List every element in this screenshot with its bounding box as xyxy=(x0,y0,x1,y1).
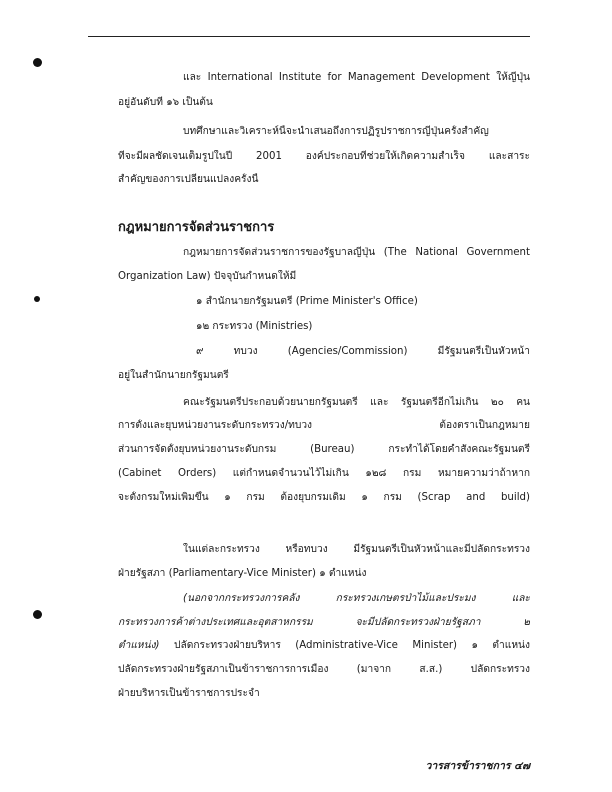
intro-line: และ International Institute for Management Development ให้ญี่ปุ่น xyxy=(183,72,530,83)
note-line: ปลัดกระทรวงฝ่ายรัฐสภาเป็นข้าราชการการเมือง (มาจาก ส.ส.) ปลัดกระทรวง xyxy=(118,664,530,675)
ministry-line: ฝ่ายรัฐสภา (Parliamentary-Vice Minister) ๑ ตำแหน่ง xyxy=(118,568,367,579)
note-line: ฝ่ายบริหารเป็นข้าราชการประจำ xyxy=(118,688,260,699)
page-footer: วารสารข้าราชการ ๔๗ xyxy=(425,760,530,772)
note-segment: ปลัดกระทรวงฝ่ายบริหาร (Administrative-Vice Minister) ๑ ตำแหน่ง xyxy=(159,640,530,651)
law-line: Organization Law) ปัจจุบันกำหนดให้มี xyxy=(118,271,297,282)
cabinet-line: การตั้งและยุบหน่วยงานระดับกระทรวง/ทบวง ต้องตราเป็นกฎหมาย xyxy=(118,420,530,431)
list-item: ๑ สำนักนายกรัฐมนตรี (Prime Minister's Office) xyxy=(196,296,418,307)
cabinet-line: ส่วนการจัดตั้งยุบหน่วยงานระดับกรม (Bureau) กระทำได้โดยคำสั่งคณะรัฐมนตรี xyxy=(118,444,530,455)
punch-hole-mark xyxy=(33,58,42,67)
section-heading: กฎหมายการจัดส่วนราชการ xyxy=(118,220,275,235)
list-item: ๙ ทบวง (Agencies/Commission) มีรัฐมนตรีเป็นหัวหน้า xyxy=(196,346,530,357)
cabinet-line: จะตั้งกรมใหม่เพิ่มขึ้น ๑ กรม ต้องยุบกรมเดิม ๑ กรม (Scrap and build) xyxy=(118,492,530,503)
law-line: กฎหมายการจัดส่วนราชการของรัฐบาลญี่ปุ่น (The National Government xyxy=(183,247,530,258)
note-italic-segment: ตำแหน่ง) xyxy=(118,640,160,651)
summary-line: ที่จะมีผลชัดเจนเต็มรูปในปี 2001 องค์ประกอบที่ช่วยให้เกิดความสำเร็จ และสาระ xyxy=(118,151,530,162)
list-item: ๑๒ กระทรวง (Ministries) xyxy=(196,321,313,332)
list-continuation: อยู่ในสำนักนายกรัฐมนตรี xyxy=(118,370,229,381)
note-line: กระทรวงการค้าต่างประเทศและอุตสาหกรรม จะมีปลัดกระทรวงฝ่ายรัฐสภา ๒ xyxy=(118,617,530,628)
cabinet-line: คณะรัฐมนตรีประกอบด้วยนายกรัฐมนตรี และ รัฐมนตรีอีกไม่เกิน ๒๐ คน xyxy=(183,397,530,408)
ministry-line: ในแต่ละกระทรวง หรือทบวง มีรัฐมนตรีเป็นหัวหน้าและมีปลัดกระทรวง xyxy=(183,544,530,555)
cabinet-line: (Cabinet Orders) แต่กำหนดจำนวนไว้ไม่เกิน ๑๒๘ กรม หมายความว่าถ้าหาก xyxy=(118,468,530,479)
punch-hole-mark xyxy=(33,610,42,619)
note-line: (นอกจากกระทรวงการคลัง กระทรวงเกษตรป่าไม้และประมง และ xyxy=(183,593,530,604)
header-rule xyxy=(88,36,530,37)
intro-line: อยู่อันดับที่ ๑๖ เป็นต้น xyxy=(118,97,213,108)
summary-line: สำคัญของการเปลี่ยนแปลงครั้งนี้ xyxy=(118,174,259,185)
note-line xyxy=(118,639,530,653)
punch-hole-mark xyxy=(34,296,40,302)
summary-line: บทศึกษาและวิเคราะห์นี้จะนำเสนอถึงการปฏิรูปราชการญี่ปุ่นครั้งสำคัญ xyxy=(183,126,489,137)
